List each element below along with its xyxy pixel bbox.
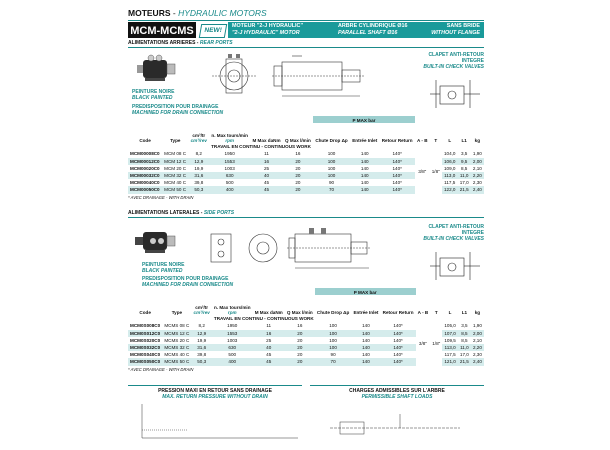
table-cell: 17,0 bbox=[459, 352, 469, 358]
col-displacement-2: cm³/tr cm³/rev bbox=[193, 305, 210, 316]
table-cell: 109,0 bbox=[443, 165, 456, 171]
table-cell: 19,9 bbox=[194, 165, 204, 171]
col-inlet: Entrée Inlet bbox=[352, 138, 378, 144]
table-cell: MCMS 12 C bbox=[162, 330, 191, 337]
col-inlet-2: Entrée Inlet bbox=[353, 310, 379, 316]
ab-port-size: 3/8" bbox=[415, 150, 430, 193]
table-cell: 140* bbox=[379, 172, 414, 179]
table-cell: 39,8 bbox=[194, 180, 204, 186]
row-code: MCM0S032C0 bbox=[128, 344, 162, 351]
row-code: MCM0S012C0 bbox=[128, 330, 162, 337]
table-cell: 400 bbox=[212, 358, 253, 365]
table-cell: 140 bbox=[351, 344, 380, 351]
row-code: MCM0S020C0 bbox=[130, 337, 161, 343]
table-cell: MCM 32 C bbox=[162, 172, 188, 179]
row-code: MCM00050C0 bbox=[128, 186, 162, 193]
table-cell: 100 bbox=[315, 344, 352, 351]
table-cell: 140 bbox=[362, 337, 370, 343]
col-drop: Chute Drop Δp bbox=[315, 138, 348, 144]
table-cell: 117,5 bbox=[444, 352, 456, 358]
table-cell: 140* bbox=[393, 352, 403, 358]
row-code: MCM00012C0 bbox=[128, 158, 162, 165]
table-cell: 140* bbox=[379, 186, 414, 193]
col-torque-2: M Max daNm bbox=[254, 310, 283, 316]
drain-label-1: PREDISPOSITION POUR DRAINAGE MACHINED FOR DRAIN CONNECTION bbox=[132, 104, 224, 116]
col-return: Retour Return bbox=[381, 138, 413, 144]
paint-label-1: PEINTURE NOIRE BLACK PAINTED bbox=[132, 89, 175, 101]
table-cell: 140* bbox=[381, 344, 416, 351]
table-cell: 40 bbox=[253, 344, 285, 351]
col-t-2: T bbox=[434, 310, 438, 316]
table-cell: 2,40 bbox=[471, 186, 484, 193]
table-cell: 11 bbox=[266, 323, 272, 329]
table-cell: 31,6 bbox=[188, 172, 209, 179]
section1-title: ALIMENTATIONS ARRIERES - REAR PORTS bbox=[128, 40, 484, 48]
table-cell: 500 bbox=[225, 180, 234, 186]
table-cell: MCM 40 C bbox=[164, 180, 187, 186]
table-cell: 45 bbox=[266, 352, 272, 358]
table-cell: 140 bbox=[351, 358, 380, 365]
table-cell: 21,5 bbox=[458, 186, 471, 193]
table-cell: 20 bbox=[297, 337, 303, 343]
table-cell: 100 bbox=[315, 330, 352, 337]
title-band bbox=[228, 22, 484, 38]
table-cell: 140* bbox=[393, 323, 403, 329]
valve-label-1: CLAPET ANTI-RETOUR INTEGRE BUILT-IN CHECK VALVES bbox=[423, 52, 484, 70]
table-cell: 8,2 bbox=[195, 151, 202, 157]
work-label-1: TRAVAIL EN CONTINU - CONTINUOUS WORK bbox=[211, 144, 311, 150]
product-logo: MCM-MCMS bbox=[128, 22, 196, 38]
col-drop-2: Chute Drop Δp bbox=[316, 310, 350, 316]
flange-en: WITHOUT FLANGE bbox=[431, 30, 480, 36]
table-row bbox=[128, 150, 484, 157]
col-displacement: cm³/tr cm³/rev bbox=[190, 133, 207, 144]
table-cell: 140* bbox=[393, 337, 403, 343]
return-pressure-graph bbox=[128, 400, 302, 440]
table-cell: 2,00 bbox=[471, 330, 484, 337]
table-cell: 45 bbox=[250, 186, 283, 193]
table-cell: MCMS 20 C bbox=[164, 337, 190, 343]
spec-table-1 bbox=[128, 116, 484, 201]
table-cell: 31,6 bbox=[191, 344, 211, 351]
footer-right-title: CHARGES ADMISSIBLES SUR L'ARBRE PERMISSIBLE SHAFT LOADS bbox=[349, 388, 445, 400]
table-cell: 100 bbox=[329, 337, 337, 343]
col-type-2: Type bbox=[171, 310, 183, 316]
table-cell: 140 bbox=[360, 165, 369, 171]
table-cell: MCMS 08 C bbox=[164, 323, 190, 329]
col-kg-2: kg bbox=[474, 310, 481, 316]
table-cell: 500 bbox=[228, 352, 237, 358]
footer-left-title: PRESSION MAXI EN RETOUR SANS DRAINAGE MAX. RETURN PRESSURE WITHOUT DRAIN bbox=[158, 388, 272, 400]
table-cell: 100 bbox=[313, 172, 350, 179]
table-cell: 122,0 bbox=[442, 186, 458, 193]
table-note-2: * AVEC DRAINAGE - WITH DRAIN bbox=[128, 366, 194, 372]
table-cell: 117,5 bbox=[444, 180, 456, 186]
table-cell: 1553 bbox=[209, 158, 250, 165]
table-cell: 140* bbox=[381, 330, 416, 337]
table-cell: 100 bbox=[329, 323, 337, 329]
table-cell: 1,90 bbox=[472, 323, 482, 329]
table-cell: 140 bbox=[350, 186, 379, 193]
table-cell: 90 bbox=[330, 352, 336, 358]
col-flow-2: Q Max l/min bbox=[286, 310, 313, 316]
table-cell: 20 bbox=[285, 344, 315, 351]
table-cell: 50,3 bbox=[191, 358, 211, 365]
table-cell: 140 bbox=[360, 151, 369, 157]
table-cell: 100 bbox=[327, 151, 336, 157]
table-cell: 9,5 bbox=[458, 158, 471, 165]
col-l: L bbox=[448, 138, 452, 144]
table-cell: 17,0 bbox=[459, 180, 469, 186]
check-valve-schematic-2 bbox=[430, 246, 482, 286]
table-cell: 140* bbox=[392, 165, 402, 171]
title-bar bbox=[128, 22, 484, 38]
table-cell: 21,5 bbox=[458, 358, 471, 365]
row-code: MCM00032C0 bbox=[128, 172, 162, 179]
section2-title: ALIMENTATIONS LATERALES - SIDE PORTS bbox=[128, 210, 484, 218]
table-cell: 2,00 bbox=[471, 158, 484, 165]
row-code: MCM00020C0 bbox=[130, 165, 160, 171]
table-cell: 25 bbox=[263, 165, 270, 171]
table-cell: 20 bbox=[283, 158, 313, 165]
motor-photo-rear-ports bbox=[133, 52, 179, 86]
table-cell: 140 bbox=[350, 158, 379, 165]
table-cell: 12,9 bbox=[191, 330, 211, 337]
table-cell: 400 bbox=[209, 186, 250, 193]
col-ab-2: A - B bbox=[417, 310, 429, 316]
table-cell: 2,30 bbox=[472, 352, 482, 358]
table-row bbox=[128, 322, 484, 329]
row-code: MCM0S040C0 bbox=[130, 352, 161, 358]
table-cell: 2,10 bbox=[472, 337, 482, 343]
table-cell: 11,0 bbox=[458, 344, 471, 351]
tech-drawing-side-ports bbox=[205, 222, 375, 274]
table-cell: 1003 bbox=[224, 165, 235, 171]
table-cell: 11,0 bbox=[458, 172, 471, 179]
table-cell: 630 bbox=[209, 172, 250, 179]
table-cell: 121,0 bbox=[442, 358, 458, 365]
table-cell: 2,30 bbox=[472, 180, 482, 186]
valve-label-2: CLAPET ANTI-RETOUR INTEGRE BUILT-IN CHECK VALVES bbox=[423, 224, 484, 242]
table-cell: 140 bbox=[360, 180, 369, 186]
col-type: Type bbox=[170, 138, 181, 144]
row-code: MCM00008C0 bbox=[130, 151, 160, 157]
table-cell: 16 bbox=[253, 330, 285, 337]
header-category: MOTEURS bbox=[128, 8, 171, 18]
new-badge: NEW! bbox=[199, 24, 227, 38]
table-cell: MCM 20 C bbox=[164, 165, 187, 171]
table-cell: 70 bbox=[315, 358, 352, 365]
table-cell: 40 bbox=[250, 172, 283, 179]
table-cell: 1003 bbox=[227, 337, 238, 343]
table-cell: 12,9 bbox=[188, 158, 209, 165]
table-cell: 140* bbox=[381, 358, 416, 365]
drain-label-2: PREDISPOSITION POUR DRAINAGE MACHINED FOR DRAIN CONNECTION bbox=[142, 276, 234, 288]
table-cell: MCM 08 C bbox=[164, 151, 187, 157]
pmax-header-2: P MAX bar bbox=[315, 288, 416, 295]
table-cell: MCMS 32 C bbox=[162, 344, 191, 351]
table-cell: 1950 bbox=[224, 151, 235, 157]
motor-title-fr: MOTEUR "2-J HYDRAULIC" bbox=[232, 23, 303, 29]
table-cell: 8,5 bbox=[460, 165, 468, 171]
table-cell: 3,5 bbox=[461, 323, 468, 329]
footer bbox=[128, 385, 484, 445]
table-cell: 140 bbox=[362, 323, 370, 329]
table-cell: 113,0 bbox=[442, 172, 458, 179]
table-cell: MCM 50 C bbox=[162, 186, 188, 193]
tech-drawing-rear-ports bbox=[212, 50, 372, 102]
table-cell: 20 bbox=[283, 172, 313, 179]
check-valve-schematic-1 bbox=[430, 74, 482, 114]
col-t: T bbox=[434, 138, 438, 144]
table-cell: 100 bbox=[327, 165, 336, 171]
motor-photo-side-ports bbox=[133, 224, 179, 258]
col-speed-2: n. Max tours/min rpm bbox=[214, 305, 251, 316]
table-cell: 140 bbox=[350, 172, 379, 179]
table-cell: 16 bbox=[295, 151, 301, 157]
shaft-fr: ARBRE CYLINDRIQUE Ø16 bbox=[338, 23, 408, 29]
table-cell: 11 bbox=[264, 151, 269, 157]
table-cell: 140* bbox=[379, 158, 414, 165]
row-code: MCM0S050C0 bbox=[128, 358, 162, 365]
spec-table-2 bbox=[128, 288, 484, 373]
paint-label-2: PEINTURE NOIRE BLACK PAINTED bbox=[142, 262, 185, 274]
header-category-en: HYDRAULIC MOTORS bbox=[178, 8, 267, 18]
row-code: MCM0S008C0 bbox=[130, 323, 161, 329]
table-note-1: * AVEC DRAINAGE - WITH DRAIN bbox=[128, 194, 194, 200]
col-flow: Q Max l/min bbox=[285, 138, 311, 144]
page-header: MOTEURS - HYDRAULIC MOTORS bbox=[128, 8, 484, 21]
col-l1-2: L1 bbox=[461, 310, 468, 316]
table-cell: 90 bbox=[328, 180, 335, 186]
table-cell: 107,0 bbox=[442, 330, 458, 337]
work-label-2: TRAVAIL EN CONTINU - CONTINUOUS WORK bbox=[213, 316, 314, 322]
table-cell: 20 bbox=[295, 165, 301, 171]
table-cell: 19,9 bbox=[197, 337, 207, 343]
t-port-size: 1/8" bbox=[430, 322, 442, 365]
table-cell: 2,10 bbox=[472, 165, 482, 171]
col-code-2: Code bbox=[139, 310, 151, 316]
pmax-header-1: P MAX bar bbox=[313, 116, 415, 123]
table-cell: 1950 bbox=[227, 323, 238, 329]
table-cell: 140* bbox=[392, 151, 402, 157]
table-cell: 50,3 bbox=[188, 186, 209, 193]
table-cell: 20 bbox=[297, 352, 303, 358]
table-cell: 8,5 bbox=[458, 330, 471, 337]
flange-fr: SANS BRIDE bbox=[446, 23, 480, 29]
table-cell: MCMS 40 C bbox=[164, 352, 190, 358]
table-cell: 2,40 bbox=[471, 358, 484, 365]
table-cell: 3,5 bbox=[460, 151, 468, 157]
table-cell: 45 bbox=[253, 358, 285, 365]
table-cell: 39,8 bbox=[197, 352, 207, 358]
table-cell: 106,0 bbox=[442, 158, 458, 165]
table-cell: 140 bbox=[351, 330, 380, 337]
table-cell: MCMS 50 C bbox=[162, 358, 191, 365]
table-cell: 630 bbox=[212, 344, 253, 351]
table-cell: 20 bbox=[295, 180, 301, 186]
col-torque: M Max daNm bbox=[252, 138, 281, 144]
table-cell: 1,90 bbox=[472, 151, 482, 157]
table-cell: MCM 12 C bbox=[162, 158, 188, 165]
table-cell: 45 bbox=[263, 180, 270, 186]
col-speed: n. Max tours/min rpm bbox=[211, 133, 248, 144]
table-cell: 105,0 bbox=[444, 323, 456, 329]
col-kg: kg bbox=[474, 138, 481, 144]
table-cell: 104,0 bbox=[443, 151, 456, 157]
col-l-2: L bbox=[448, 310, 452, 316]
motor-title-en: "2-J HYDRAULIC" MOTOR bbox=[232, 30, 300, 36]
table-cell: 20 bbox=[285, 330, 315, 337]
table-cell: 25 bbox=[266, 337, 272, 343]
table-cell: 8,2 bbox=[198, 323, 205, 329]
table-cell: 2,20 bbox=[471, 344, 484, 351]
shaft-load-diagram bbox=[310, 400, 484, 440]
table-cell: 70 bbox=[313, 186, 350, 193]
t-port-size: 1/8" bbox=[430, 150, 442, 193]
shaft-en: PARALLEL SHAFT Ø16 bbox=[338, 30, 398, 36]
table-cell: 2,20 bbox=[471, 172, 484, 179]
col-code: Code bbox=[139, 138, 151, 144]
table-cell: 20 bbox=[285, 358, 315, 365]
table-cell: 1553 bbox=[212, 330, 253, 337]
table-cell: 16 bbox=[297, 323, 303, 329]
table-cell: 100 bbox=[313, 158, 350, 165]
table-cell: 109,5 bbox=[444, 337, 456, 343]
table-cell: 140 bbox=[362, 352, 370, 358]
table-cell: 8,5 bbox=[461, 337, 468, 343]
table-cell: 140* bbox=[392, 180, 402, 186]
col-l1: L1 bbox=[461, 138, 467, 144]
table-cell: 16 bbox=[250, 158, 283, 165]
table-cell: 113,0 bbox=[442, 344, 458, 351]
row-code: MCM00040C0 bbox=[130, 180, 160, 186]
ab-port-size: 3/8" bbox=[416, 322, 431, 365]
table-cell: 20 bbox=[283, 186, 313, 193]
col-ab: A - B bbox=[417, 138, 428, 144]
col-return-2: Retour Return bbox=[382, 310, 414, 316]
